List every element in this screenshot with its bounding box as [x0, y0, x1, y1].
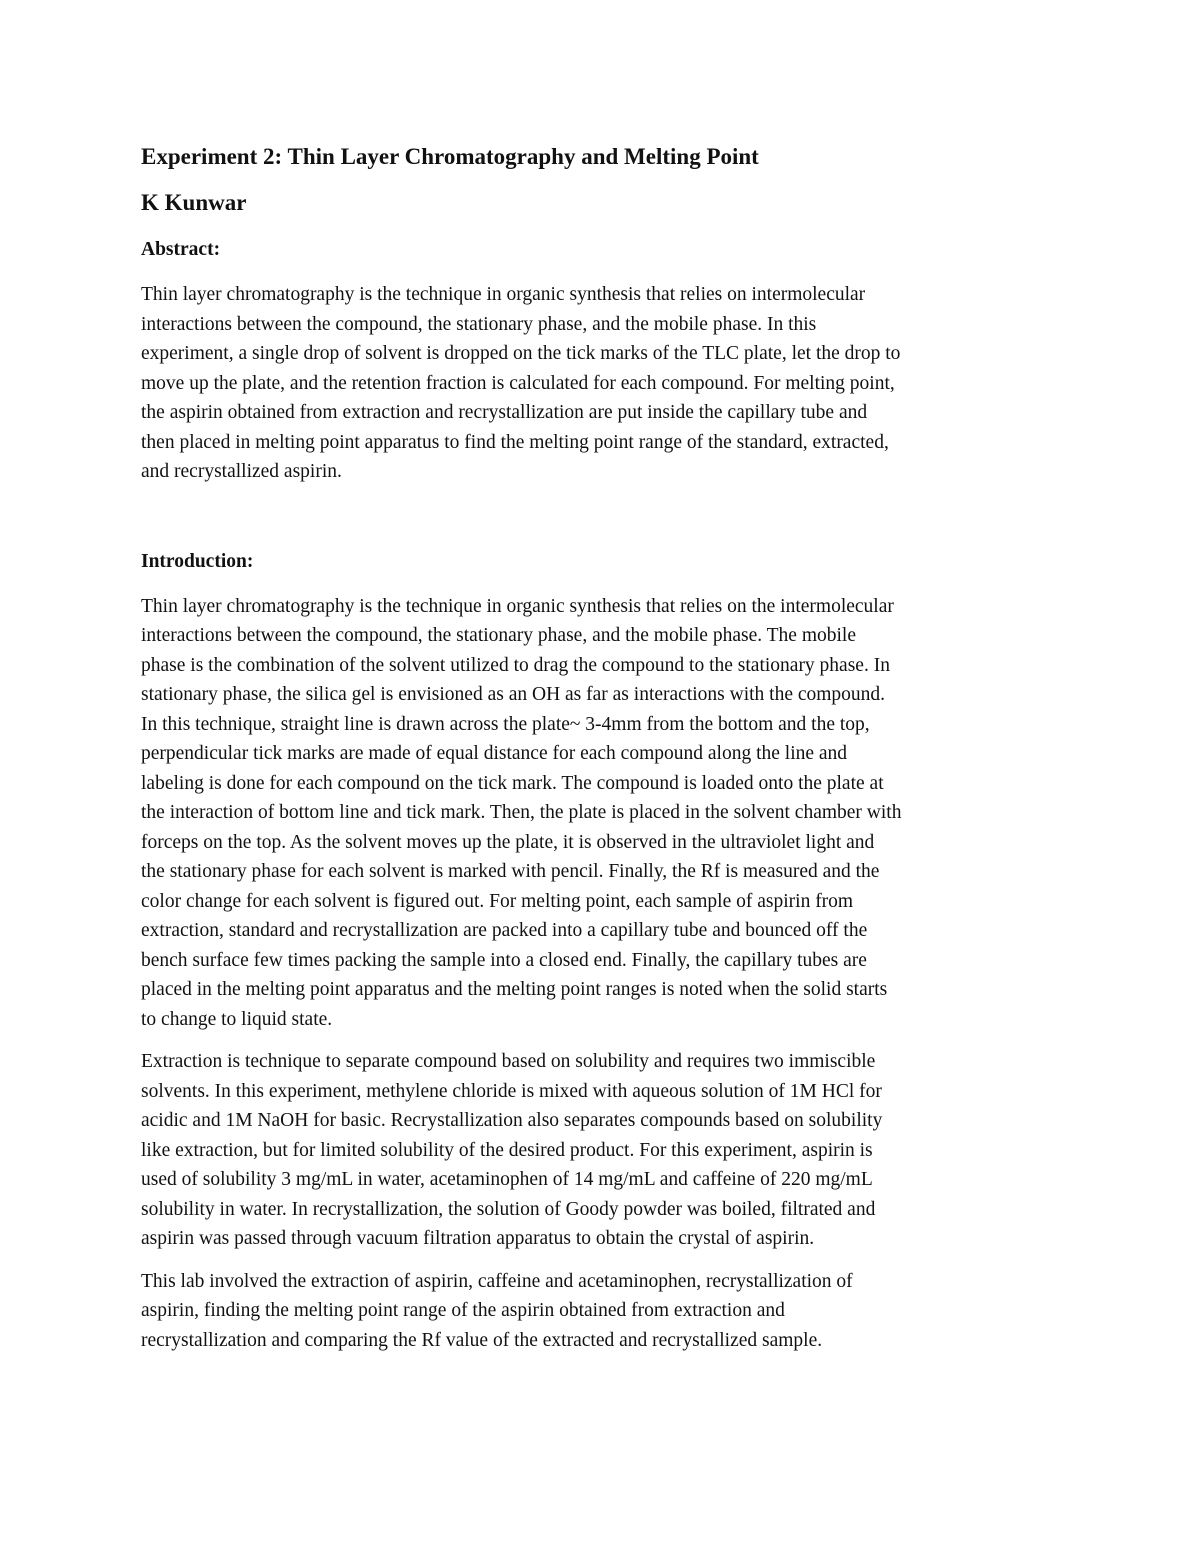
- introduction-paragraph-1: [141, 592, 1071, 1035]
- text-line: then placed in melting point apparatus to find the melting point range of the standard, extracted,: [141, 431, 889, 453]
- document-page: [141, 140, 1071, 1368]
- text-line: labeling is done for each compound on the tick mark. The compound is loaded onto the plate at: [141, 772, 884, 794]
- text-line: and recrystallized aspirin.: [141, 461, 342, 482]
- abstract-paragraph: [141, 280, 1071, 487]
- text-line: This lab involved the extraction of aspirin, caffeine and acetaminophen, recrystallization of: [141, 1270, 853, 1292]
- text-line: solvents. In this experiment, methylene chloride is mixed with aqueous solution of 1M HCl for: [141, 1080, 882, 1102]
- text-line: Thin layer chromatography is the technique in organic synthesis that relies on intermolecular: [141, 284, 866, 305]
- text-line: In this technique, straight line is drawn across the plate~ 3-4mm from the bottom and the top,: [141, 713, 870, 735]
- document-title: Experiment 2: Thin Layer Chromatography and Melting Point: [141, 144, 759, 169]
- text-line: Thin layer chromatography is the technique in organic synthesis that relies on the intermolecular: [141, 595, 894, 617]
- text-line: like extraction, but for limited solubility of the desired product. For this experiment, aspirin is: [141, 1139, 873, 1161]
- introduction-paragraph-3: [141, 1267, 1071, 1356]
- text-line: recrystallization and comparing the Rf value of the extracted and recrystallized sample.: [141, 1329, 823, 1351]
- text-line: used of solubility 3 mg/mL in water, acetaminophen of 14 mg/mL and caffeine of 220 mg/mL: [141, 1169, 873, 1190]
- text-line: extraction, standard and recrystallization are packed into a capillary tube and bounced off the: [141, 920, 868, 941]
- text-line: interactions between the compound, the stationary phase, and the mobile phase. In this: [141, 313, 817, 335]
- text-line: color change for each solvent is figured out. For melting point, each sample of aspirin from: [141, 890, 854, 912]
- author-name: K Kunwar: [141, 190, 247, 215]
- text-line: aspirin was passed through vacuum filtration apparatus to obtain the crystal of aspirin.: [141, 1228, 815, 1249]
- text-line: phase is the combination of the solvent utilized to drag the compound to the stationary phase. In: [141, 654, 890, 676]
- text-line: perpendicular tick marks are made of equal distance for each compound along the line and: [141, 743, 848, 764]
- text-line: placed in the melting point apparatus and the melting point ranges is noted when the solid starts: [141, 979, 888, 1000]
- text-line: the aspirin obtained from extraction and recrystallization are put inside the capillary tube and: [141, 402, 868, 423]
- text-line: bench surface few times packing the sample into a closed end. Finally, the capillary tubes are: [141, 949, 867, 971]
- text-line: interactions between the compound, the stationary phase, and the mobile phase. The mobile: [141, 625, 856, 646]
- text-line: the interaction of bottom line and tick mark. Then, the plate is placed in the solvent chamber with: [141, 802, 902, 823]
- text-line: stationary phase, the silica gel is envisioned as an OH as far as interactions with the compound.: [141, 684, 886, 705]
- introduction-paragraph-2: [141, 1047, 1071, 1254]
- abstract-heading: Abstract:: [141, 239, 221, 260]
- text-line: solubility in water. In recrystallization, the solution of Goody powder was boiled, filtrated and: [141, 1198, 876, 1220]
- text-line: experiment, a single drop of solvent is dropped on the tick marks of the TLC plate, let the drop to: [141, 343, 901, 364]
- text-line: Extraction is technique to separate compound based on solubility and requires two immiscible: [141, 1051, 876, 1072]
- text-line: forceps on the top. As the solvent moves up the plate, it is observed in the ultraviolet light and: [141, 831, 875, 853]
- text-line: to change to liquid state.: [141, 1008, 333, 1030]
- introduction-heading: Introduction:: [141, 550, 254, 572]
- text-line: the stationary phase for each solvent is marked with pencil. Finally, the Rf is measured and the: [141, 861, 880, 882]
- text-line: aspirin, finding the melting point range of the aspirin obtained from extraction and: [141, 1300, 785, 1321]
- text-line: acidic and 1M NaOH for basic. Recrystallization also separates compounds based on solubility: [141, 1110, 883, 1131]
- text-line: move up the plate, and the retention fraction is calculated for each compound. For melting point,: [141, 372, 895, 394]
